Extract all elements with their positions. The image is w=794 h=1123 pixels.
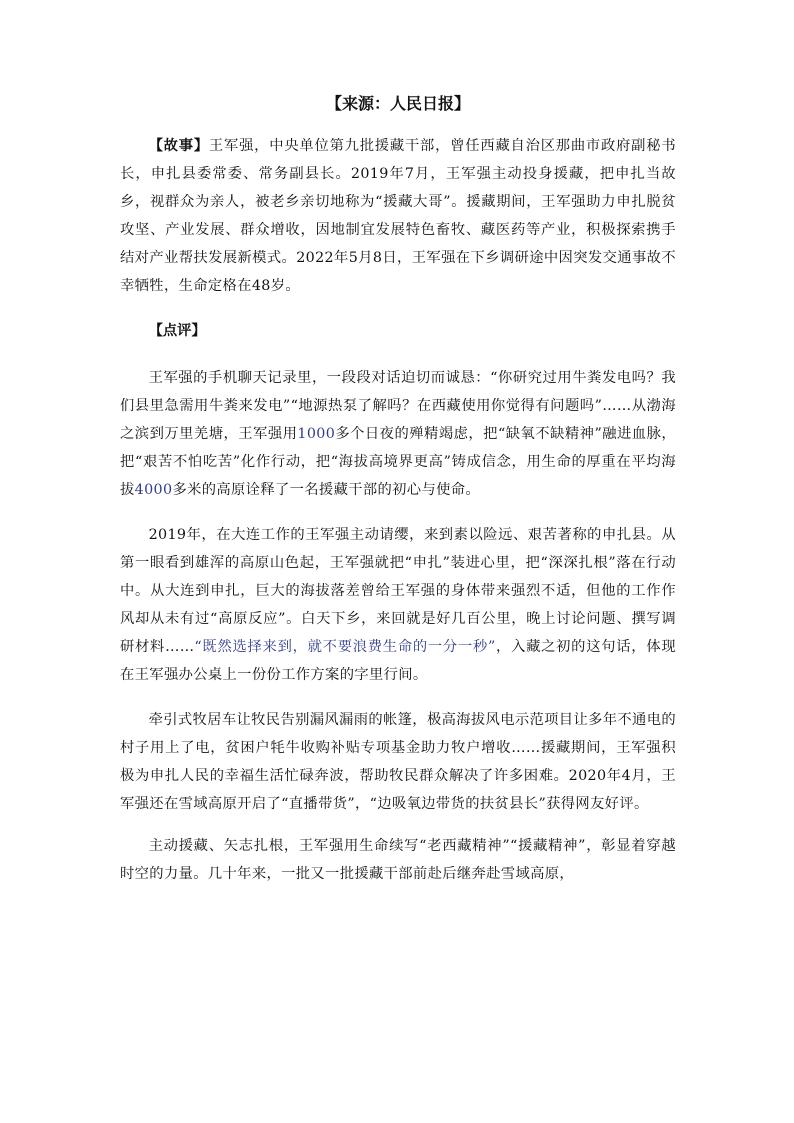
story-text: 王军强，中央单位第九批援藏干部，曾任西藏自治区那曲市政府副秘书长，申扎县委常委、常务副县长。2019年7月，王军强主动投身援藏，把申扎当故乡，视群众为亲人，被老乡亲切地称为“援藏大哥”。援藏期间，王军强助力申扎脱贫攻坚、产业发展、群众增收，因地制宜发展特色畜牧、藏医药等产业，积极探索携手结对产业帮扶发展新模式。2022年5月8日，王军强在下乡调研途中因突发交通事故不幸牺牲，生命定格在48岁。 xyxy=(120,138,676,294)
comment-paragraph-2 xyxy=(120,521,676,689)
story-paragraph xyxy=(120,132,676,300)
p2-text-c: ，入藏之初的这句话，体现在王军强办公桌上一份份工作方案的字里行间。 xyxy=(120,639,677,683)
comment-paragraph-4: 主动援藏、矢志扎根，王军强用生命续写“老西藏精神”“援藏精神”，彰显着穿越时空的力量。几十年来，一批又一批援藏干部前赴后继奔赴雪域高原， xyxy=(120,838,676,882)
p1-text-c: 多个日夜的殚精竭虑，把“缺氧不缺精神”融进血脉，把“艰苦不怕吃苦”化作行动，把“海拔高境界更高”铸成信念，用生命的厚重在平均海拔 xyxy=(120,426,677,498)
p1-text-e: 多米的高原诠释了一名援藏干部的初心与使命。 xyxy=(172,482,481,498)
p1-number-4000: 4000 xyxy=(134,482,173,498)
p2-quote: “既然选择来到，就不要浪费生命的一分一秒” xyxy=(194,639,496,655)
p1-text-a: 王军强的手机聊天记录里，一段段对话迫切而诚恳：“你研究过用牛粪发电吗？我们县里急需用牛粪来发电”“地源热泵了解吗？在西藏使用你觉得有问题吗”……从渤海之滨到万里羌塘，王军强用 xyxy=(120,370,676,442)
source-title: 【来源：人民日报】 xyxy=(325,94,470,113)
p2-text-a: 2019年，在大连工作的王军强主动请缨，来到素以险远、艰苦著称的申扎县。从第一眼看到雄浑的高原山色起，王军强就把“申扎”装进心里，把“深深扎根”落在行动中。从大连到申扎，巨大的海拔落差曾给王军强的身体带来强烈不适，但他的工作作风却从未有过“高原反应”。白天下乡，来回就是好几百公里，晚上讨论问题、撰写调研材料…… xyxy=(120,527,676,655)
comment-paragraph-3: 牵引式牧居车让牧民告别漏风漏雨的帐篷，极高海拔风电示范项目让多年不通电的村子用上了电，贫困户牦牛收购补贴专项基金助力牧户增收……援藏期间，王军强积极为申扎人民的幸福生活忙碌奔波，帮助牧民群众解决了许多困难。2020年4月，王军强还在雪域高原开启了“直播带货”，“边吸氧边带货的扶贫县长”获得网友好评。 xyxy=(120,712,676,812)
p1-number-1000: 1000 xyxy=(297,426,336,442)
story-label: 【故事】 xyxy=(148,138,209,154)
document-body xyxy=(120,92,676,905)
comment-paragraph-1 xyxy=(120,364,676,504)
comment-heading: 【点评】 xyxy=(148,323,206,339)
